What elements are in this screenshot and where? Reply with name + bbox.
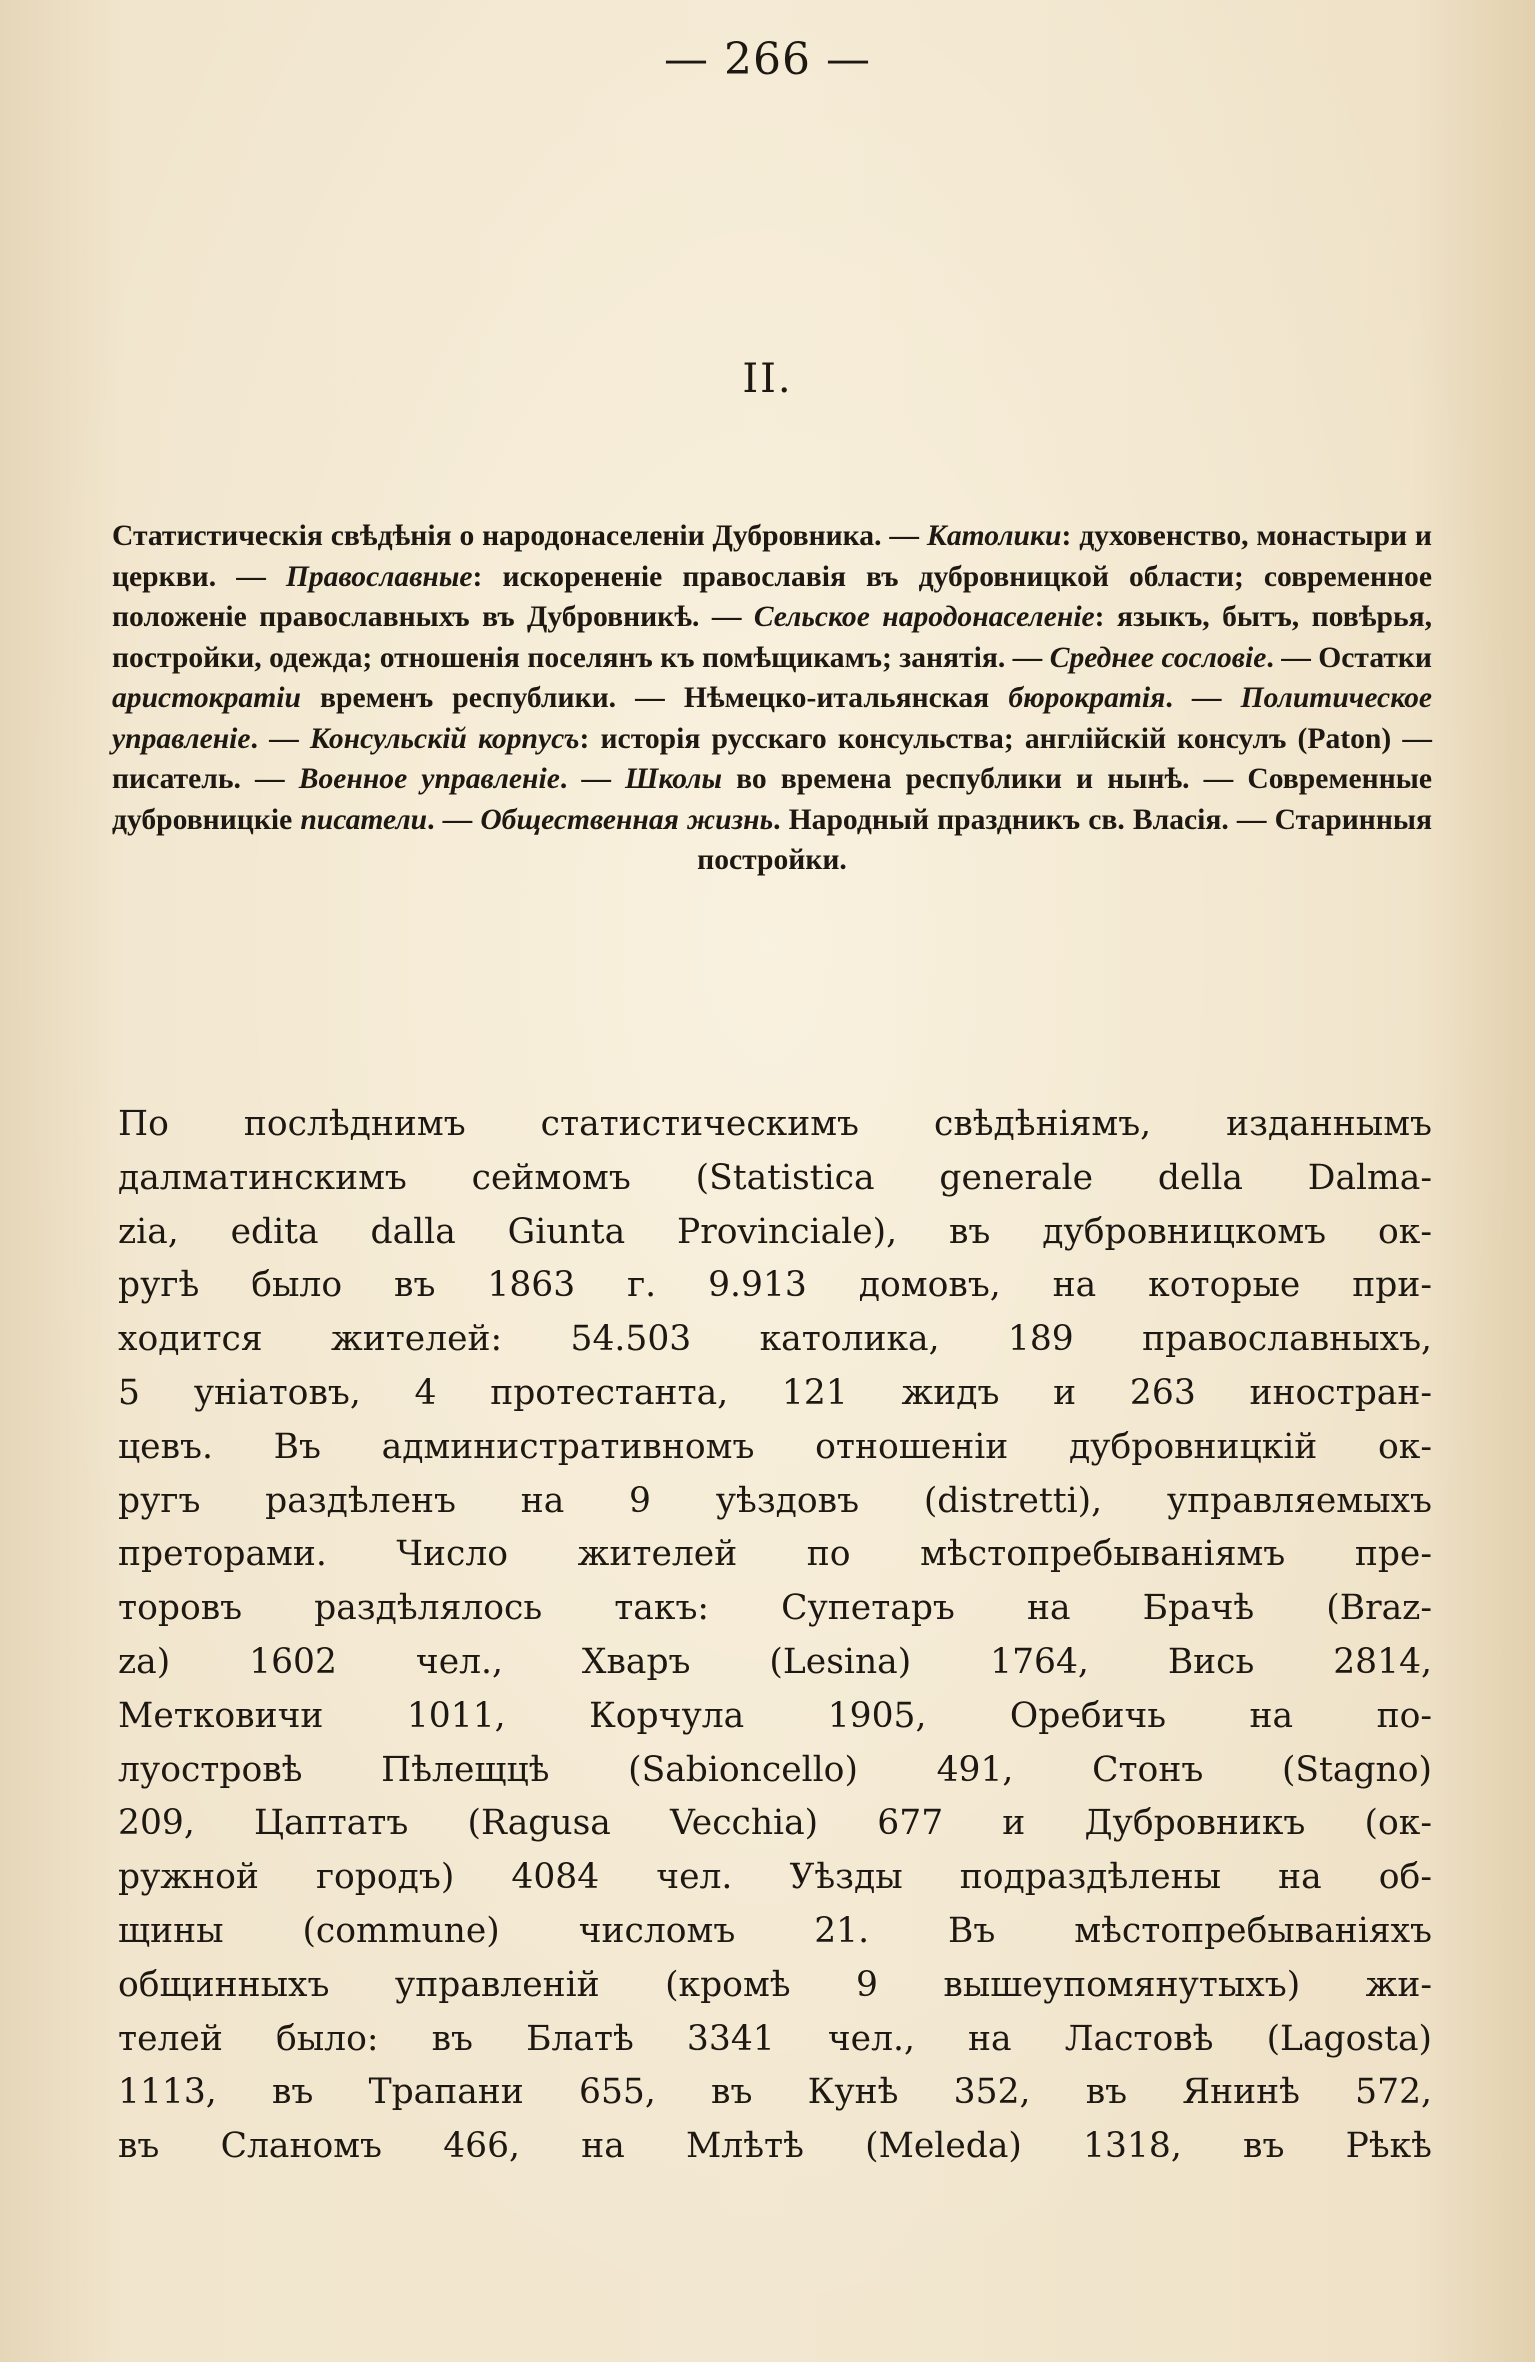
summary-text: во времена республики и нынѣ. — Современные дубровницкіе [112,763,1432,836]
summary-topic: Школы [625,763,722,795]
summary-text: . — [250,722,310,755]
summary-topic: Общественная жизнь [480,803,774,836]
summary-text: : языкъ, бытъ, повѣрья, постройки, одежда; отношенія поселянъ къ помѣщикамъ; занятія. — [112,601,1432,674]
summary-topic: Среднее сословіе [1049,641,1267,674]
body-line: щины (commune) числомъ 21. Въ мѣстопребываніяхъ [118,1910,1432,1951]
body-line: 1113, въ Трапани 655, въ Кунѣ 352, въ Янинѣ 572, [118,2072,1432,2113]
chapter-summary [112,516,1432,881]
body-line: преторами. Число жителей по мѣстопребываніямъ пре- [118,1534,1432,1575]
body-line: цевъ. Въ административномъ отношеніи дубровницкій ок- [118,1426,1432,1467]
summary-topic: Католики [926,520,1062,552]
summary-text: . — [1165,682,1241,714]
body-line: Метковичи 1011, Корчула 1905, Оребичь на по- [118,1695,1432,1736]
body-line: ружной городъ) 4084 чел. Уѣзды подраздѣлены на об- [118,1857,1432,1898]
summary-topic: аристократіи [112,682,301,714]
body-line: далматинскимъ сеймомъ (Statistica generale della Dalma- [118,1157,1432,1198]
summary-topic: Консульскій корпусъ [309,722,580,755]
summary-text: : исторія русскаго консульства; англійскій консулъ (Paton) — писатель. — [112,722,1433,795]
body-text [118,1098,1432,2174]
summary-topic: Военное управленіе [298,763,560,795]
summary-text: . — Остатки [1266,641,1432,674]
chapter-number: II. [742,356,793,402]
summary-topic: писатели [300,803,428,836]
body-line: zia, edita dalla Giunta Provinciale), въ дубровницкомъ ок- [118,1211,1432,1252]
summary-topic: бюрократія [1008,682,1166,714]
body-line: ходится жителей: 54.503 католика, 189 православныхъ, [118,1319,1432,1360]
summary-text: . — [427,803,481,836]
body-line: ругѣ было въ 1863 г. 9.913 домовъ, на которые при- [118,1265,1432,1306]
body-line: телей было: въ Блатѣ 3341 чел., на Ластовѣ (Lagosta) [118,2018,1432,2059]
body-line: торовъ раздѣлялось такъ: Супетаръ на Брачѣ (Braz- [118,1588,1432,1629]
summary-text: . — [559,763,626,795]
summary-text: : духовенство, монастыри и церкви. — [112,520,1432,593]
body-line: луостровѣ Пѣлещцѣ (Sabioncello) 491, Стонъ (Stagno) [118,1749,1432,1790]
summary-topic: Политическое управленіе [112,682,1432,755]
summary-text: . Народный праздникъ св. Власія. — Старинныя постройки. [697,803,1432,876]
body-line: 209, Цаптатъ (Ragusa Vecchia) 677 и Дубровникъ (ок- [118,1803,1432,1844]
page-number: — 266 — [664,34,871,85]
summary-text: : искорененіе православія въ дубровницкой области; современное положеніе православныхъ въ Дубровникѣ. — [112,560,1432,633]
body-line: въ Сланомъ 466, на Млѣтѣ (Meleda) 1318, въ Рѣкѣ [118,2126,1432,2167]
summary-text: Статистическія свѣдѣнія о народонаселеніи Дубровника. — [112,520,927,552]
body-line: 5 уніатовъ, 4 протестанта, 121 жидъ и 263 иностран- [118,1372,1432,1413]
summary-topic: Православные [285,560,473,593]
body-line: za) 1602 чел., Хваръ (Lesina) 1764, Вись 2814, [118,1641,1432,1682]
summary-text: временъ республики. — Нѣмецко-итальянская [300,682,1009,714]
body-line: По послѣднимъ статистическимъ свѣдѣніямъ, изданнымъ [118,1104,1432,1144]
body-line: ругъ раздѣленъ на 9 уѣздовъ (distretti), управляемыхъ [118,1480,1432,1521]
summary-topic: Сельское народонаселеніе [753,601,1095,633]
body-line: общинныхъ управленій (кромѣ 9 вышеупомянутыхъ) жи- [118,1964,1432,2005]
